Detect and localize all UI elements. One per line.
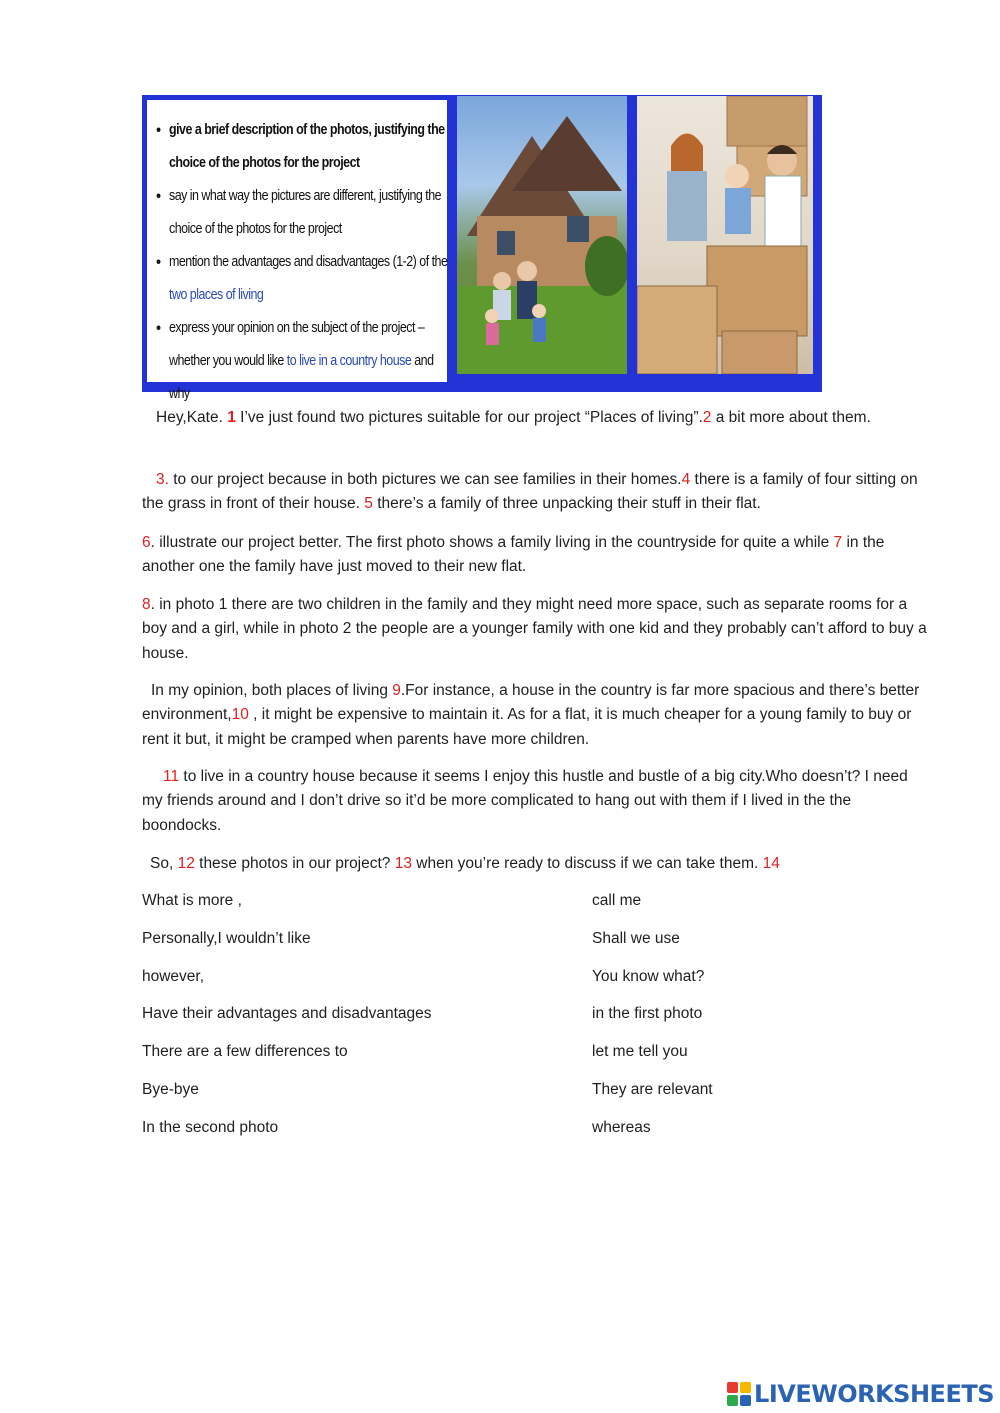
paragraph-6: 11 to live in a country house because it seems I enjoy this hustle and bustle of a big city.Who doesn’t? I need my friends around and I don’t drive so it’d be more complicated to hang out with them if I lived in the the boondocks.: [142, 768, 908, 834]
gap-number: 11: [163, 768, 180, 785]
task-highlight: two places of living: [169, 287, 264, 303]
phrase-right: in the first photo: [592, 1005, 703, 1022]
family-moving-boxes-photo: [637, 96, 813, 374]
gap-number: 12: [177, 855, 195, 872]
task-instructions-box: [147, 100, 448, 402]
gap-number: 10: [231, 706, 249, 724]
phrase-right: You know what?: [592, 968, 705, 985]
paragraph-2: 3. to our project because in both pictures we can see families in their homes.4 there is a family of four sitting on the grass in front of their house. 5 there’s a family of three unpacking their stuff in their flat.: [142, 471, 918, 513]
gap-number: 14: [762, 855, 780, 872]
gap-number: 7: [833, 534, 843, 551]
task-banner: [142, 95, 822, 402]
paragraph-5: In my opinion, both places of living 9.For instance, a house in the country is far more spacious and there’s better environment,10 , it might be expensive to maintain it. As for a flat, it is much cheaper for a young family to buy or rent it but, it might be cramped when parents have more children.: [142, 682, 920, 748]
paragraph-3: 6. illustrate our project better. The first photo shows a family living in the countryside for quite a while 7 in the another one the family have just moved to their new flat.: [142, 534, 885, 576]
paragraph-1: Hey,Kate. 1 I’ve just found two pictures suitable for our project “Places of living”.2 a bit more about them.: [156, 409, 871, 426]
phrase-left: Have their advantages and disadvantages: [142, 1005, 432, 1022]
phrase-left: Personally,I wouldn’t like: [142, 930, 311, 947]
task-bullet-list: [153, 114, 448, 411]
task-highlight: to live in a country house: [286, 353, 412, 369]
logo-mark-icon: [727, 1382, 751, 1406]
gap-number: 1: [227, 409, 236, 426]
gap-number: 6: [142, 534, 151, 551]
gap-number: 9: [392, 682, 401, 699]
phrase-right: They are relevant: [592, 1081, 713, 1098]
task-bullet: • mention the advantages and disadvantages (1-2) of the two places of living: [169, 246, 453, 312]
liveworksheets-logo: [727, 1381, 994, 1407]
phrase-right: Shall we use: [592, 930, 680, 947]
gap-number: 5: [364, 495, 373, 513]
family-house-photo: [457, 96, 627, 374]
phrase-right: call me: [592, 892, 642, 909]
gap-number: 8: [142, 596, 151, 613]
task-bullet: • give a brief description of the photos, justifying the choice of the photos for the project: [169, 114, 453, 180]
gap-number: 3.: [156, 471, 169, 488]
gap-number: 13: [394, 855, 412, 872]
paragraph-4: 8. in photo 1 there are two children in the family and they might need more space, such as separate rooms for a boy and a girl, while in photo 2 the people are a younger family with one kid and they probably can’t afford to buy a house.: [142, 596, 927, 662]
phrase-left: What is more ,: [142, 892, 242, 909]
phrase-left: In the second photo: [142, 1119, 279, 1136]
phrase-left: however,: [142, 968, 205, 985]
paragraph-7: So, 12 these photos in our project? 13 when you’re ready to discuss if we can take them. 14: [150, 855, 780, 872]
logo-text: LIVEWORKSHEETS: [754, 1380, 994, 1408]
phrase-right: let me tell you: [592, 1043, 688, 1060]
phrase-right: whereas: [592, 1119, 651, 1136]
phrase-left: There are a few differences to: [142, 1043, 348, 1060]
gap-number: 2: [702, 409, 712, 426]
gap-number: 4: [681, 471, 691, 488]
task-bullet: • say in what way the pictures are different, justifying the choice of the photos for the project: [169, 180, 453, 246]
task-bullet: • express your opinion on the subject of the project – whether you would like to live in a country house and why: [169, 312, 453, 411]
phrase-left: Bye-bye: [142, 1081, 199, 1098]
